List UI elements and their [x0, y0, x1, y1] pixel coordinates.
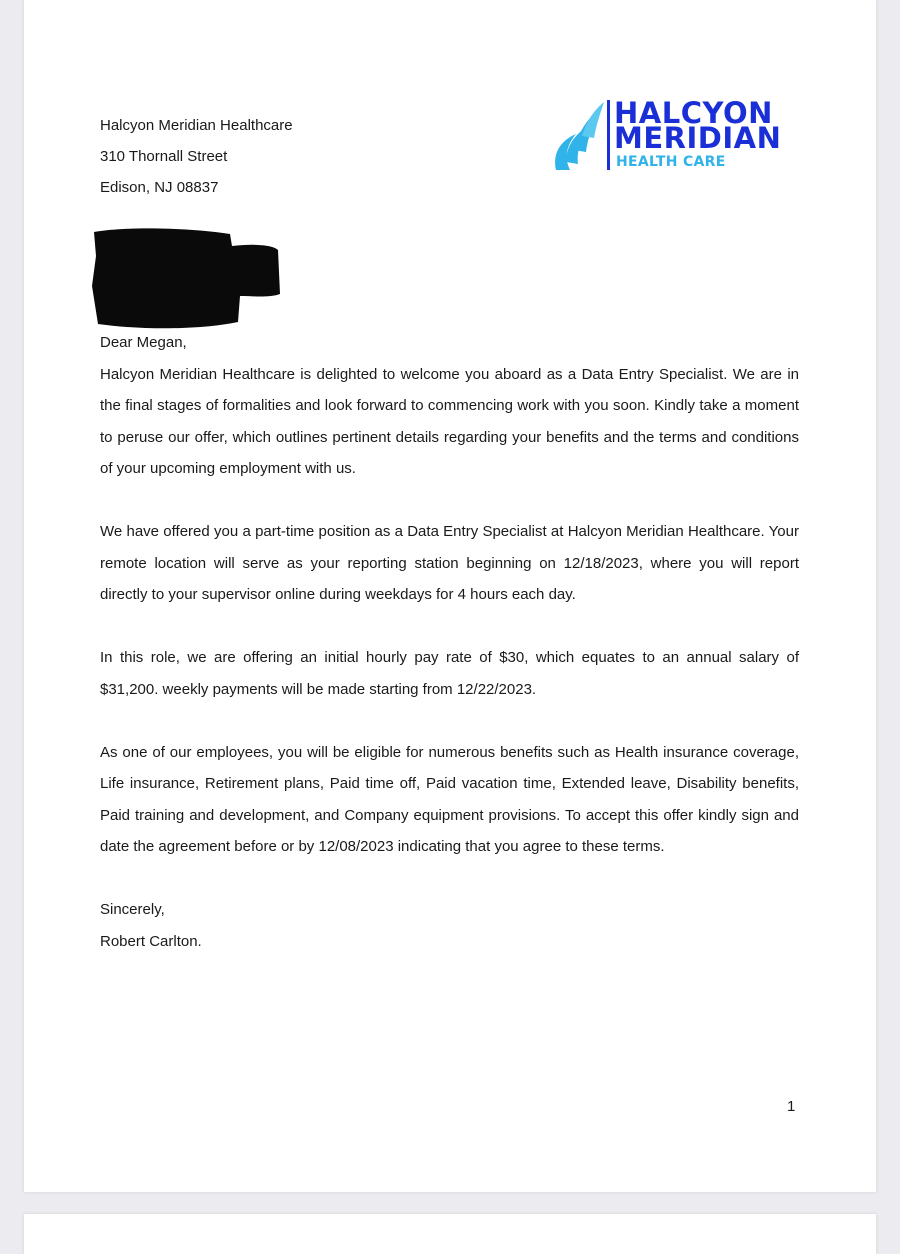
page-number: 1	[787, 1098, 796, 1115]
next-page	[24, 1214, 876, 1254]
signer-name: Robert Carlton.	[100, 932, 202, 950]
logo-divider	[607, 100, 610, 170]
closing: Sincerely,	[100, 901, 165, 918]
logo-text-line1: HALCYON	[614, 96, 773, 130]
sender-address	[100, 110, 293, 203]
paragraph-compensation: In this role, we are offering an initial hourly pay rate of $30, which equates to an annual salary of $31,200. weekly payments will be made starting from 12/22/2023.	[100, 649, 799, 698]
sender-company: Halcyon Meridian Healthcare	[100, 117, 293, 134]
document-page	[24, 0, 876, 1192]
paragraph-welcome: Halcyon Meridian Healthcare is delighted to welcome you aboard as a Data Entry Specialist. We are in the final stages of formalities and look forward to commencing work with you soon. Kindly take a moment to peruse our offer, which outlines pertinent details regarding your benefits and the terms and conditions of your upcoming employment with us.	[100, 365, 799, 477]
redacted-recipient	[90, 226, 280, 330]
paragraph-position: We have offered you a part-time position as a Data Entry Specialist at Halcyon Meridian Healthcare. Your remote location will serve as your reporting station beginning on 12/18/2023, where you will report directly to your supervisor online during weekdays for 4 hours each day.	[100, 523, 799, 603]
logo-text-line3: HEALTH CARE	[616, 154, 726, 170]
wing-icon	[552, 100, 604, 172]
letter-body	[100, 327, 799, 957]
company-logo	[552, 96, 812, 174]
paragraph-benefits: As one of our employees, you will be eligible for numerous benefits such as Health insurance coverage, Life insurance, Retirement plans, Paid time off, Paid vacation time, Extended leave, Disability benefits, Paid training and development, and Company equipment provisions. To accept this offer kindly sign and date the agreement before or by 12/08/2023 indicating that you agree to these terms.	[100, 743, 799, 855]
sender-street: 310 Thornall Street	[100, 148, 228, 165]
salutation: Dear Megan,	[100, 334, 187, 351]
sender-city: Edison, NJ 08837	[100, 179, 219, 196]
logo-text-line2: MERIDIAN	[614, 121, 782, 155]
